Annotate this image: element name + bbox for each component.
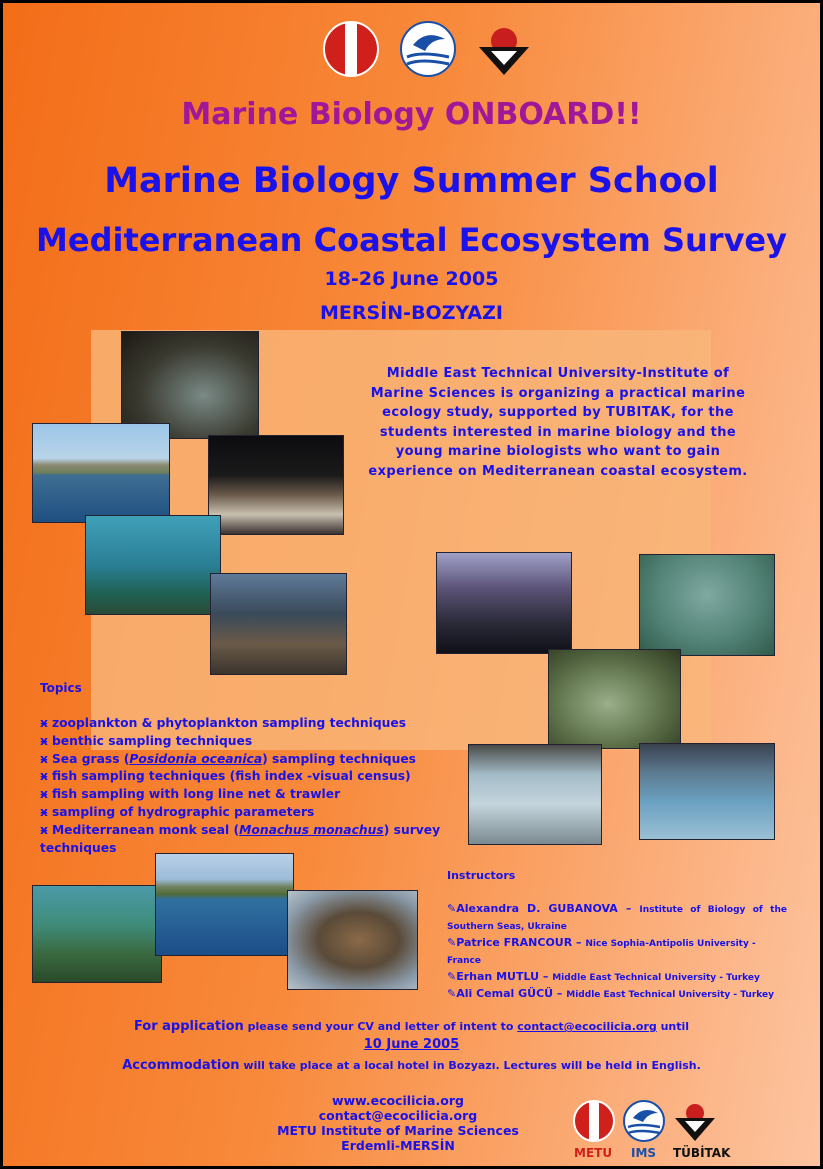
photo-turtle-pool xyxy=(468,744,602,845)
photo-monk-seal xyxy=(548,649,681,749)
list-item: ӿ fish sampling with long line net & trawler xyxy=(40,787,341,802)
pen-icon: ✎ xyxy=(447,987,457,1000)
list-item: ӿ Sea grass (Posidonia oceanica) sampling techniques xyxy=(40,751,417,766)
tubitak-label: TÜBİTAK xyxy=(673,1146,731,1160)
application-deadline: 10 June 2005 xyxy=(363,1037,460,1052)
instructors-list xyxy=(447,901,787,1003)
headline: Marine Biology ONBOARD!! xyxy=(181,97,642,132)
pen-icon: ✎ xyxy=(447,902,457,915)
bottom-logos xyxy=(569,1099,729,1143)
photo-snorkelers xyxy=(436,552,572,654)
tubitak-logo xyxy=(479,28,529,75)
topics-heading: Topics xyxy=(40,681,82,695)
bullet-icon: ӿ xyxy=(40,751,48,766)
list-item-tail: techniques xyxy=(40,840,117,855)
top-logos xyxy=(321,21,537,79)
list-item: ✎Ali Cemal GÜCÜ – Middle East Technical University - Turkey xyxy=(447,987,774,1000)
metu-logo-small xyxy=(574,1101,614,1141)
topics-list xyxy=(40,715,460,857)
accommodation-text: Accommodation will take place at a local hotel in Bozyazı. Lectures will be held in English. xyxy=(122,1058,701,1073)
event-location: MERSİN-BOZYAZI xyxy=(320,302,503,324)
contact-email-link[interactable]: contact@ecocilicia.org xyxy=(318,1108,478,1123)
list-item: ✎Alexandra D. GUBANOVA – Institute of Biology of the Southern Seas, Ukraine xyxy=(447,902,787,932)
photo-dinghy-bay xyxy=(155,853,294,956)
application-text: For application please send your CV and letter of intent to contact@ecocilicia.org until xyxy=(133,1019,690,1034)
list-item: ✎Erhan MUTLU – Middle East Technical University - Turkey xyxy=(447,970,760,983)
list-item: ӿ fish sampling techniques (fish index -visual census) xyxy=(40,769,411,784)
bullet-icon: ӿ xyxy=(40,822,48,837)
contact-block xyxy=(273,1093,523,1153)
pen-icon: ✎ xyxy=(447,936,457,949)
instructors-heading: Instructors xyxy=(447,869,516,882)
pen-icon: ✎ xyxy=(447,970,457,983)
website-link[interactable]: www.ecocilicia.org xyxy=(332,1093,464,1108)
bullet-icon: ӿ xyxy=(40,769,48,784)
tubitak-logo-small xyxy=(675,1104,715,1141)
ims-logo xyxy=(401,22,455,76)
metu-label: METU xyxy=(574,1146,613,1160)
title-survey: Mediterranean Coastal Ecosystem Survey xyxy=(36,221,787,259)
photo-harbour-boat xyxy=(32,423,170,523)
intro-paragraph: Middle East Technical University-Institute of Marine Sciences is organizing a practical marine ecology study, supported by TUBITAK, for the students interested in marine biology and the young marine biologists who want to gain experience on Mediterranean coastal ecosystem. xyxy=(368,366,748,479)
photo-guitar xyxy=(639,743,775,840)
ims-label: IMS xyxy=(631,1146,657,1160)
list-item: ӿ benthic sampling techniques xyxy=(40,733,253,748)
organization-name: METU Institute of Marine Sciences xyxy=(277,1123,519,1138)
bullet-icon: ӿ xyxy=(40,733,48,748)
event-date: 18-26 June 2005 xyxy=(324,268,499,290)
bullet-icon: ӿ xyxy=(40,804,48,819)
ims-logo-small xyxy=(624,1101,664,1141)
photo-diver-survey xyxy=(639,554,775,656)
application-email-link[interactable]: contact@ecocilicia.org xyxy=(517,1020,657,1033)
list-item: ӿ Mediterranean monk seal (Monachus monachus) survey xyxy=(40,822,441,837)
bullet-icon: ӿ xyxy=(40,716,48,730)
organization-address: Erdemli-MERSİN xyxy=(341,1138,455,1153)
photo-turtle-deck xyxy=(287,890,418,990)
list-item: ӿ zooplankton & phytoplankton sampling techniques xyxy=(40,716,407,730)
list-item: ӿ sampling of hydrographic parameters xyxy=(40,804,315,819)
photo-lab-night xyxy=(208,435,344,535)
photo-seagrass-meadow xyxy=(32,885,162,983)
photo-seagrass-divers xyxy=(85,515,221,615)
title-summer-school: Marine Biology Summer School xyxy=(104,161,719,201)
photo-boat-crew xyxy=(210,573,347,675)
list-item: ✎Patrice FRANCOUR – Nice Sophia-Antipolis University - France xyxy=(447,936,756,966)
metu-logo xyxy=(324,22,378,76)
poster xyxy=(3,3,820,1166)
bullet-icon: ӿ xyxy=(40,787,48,802)
